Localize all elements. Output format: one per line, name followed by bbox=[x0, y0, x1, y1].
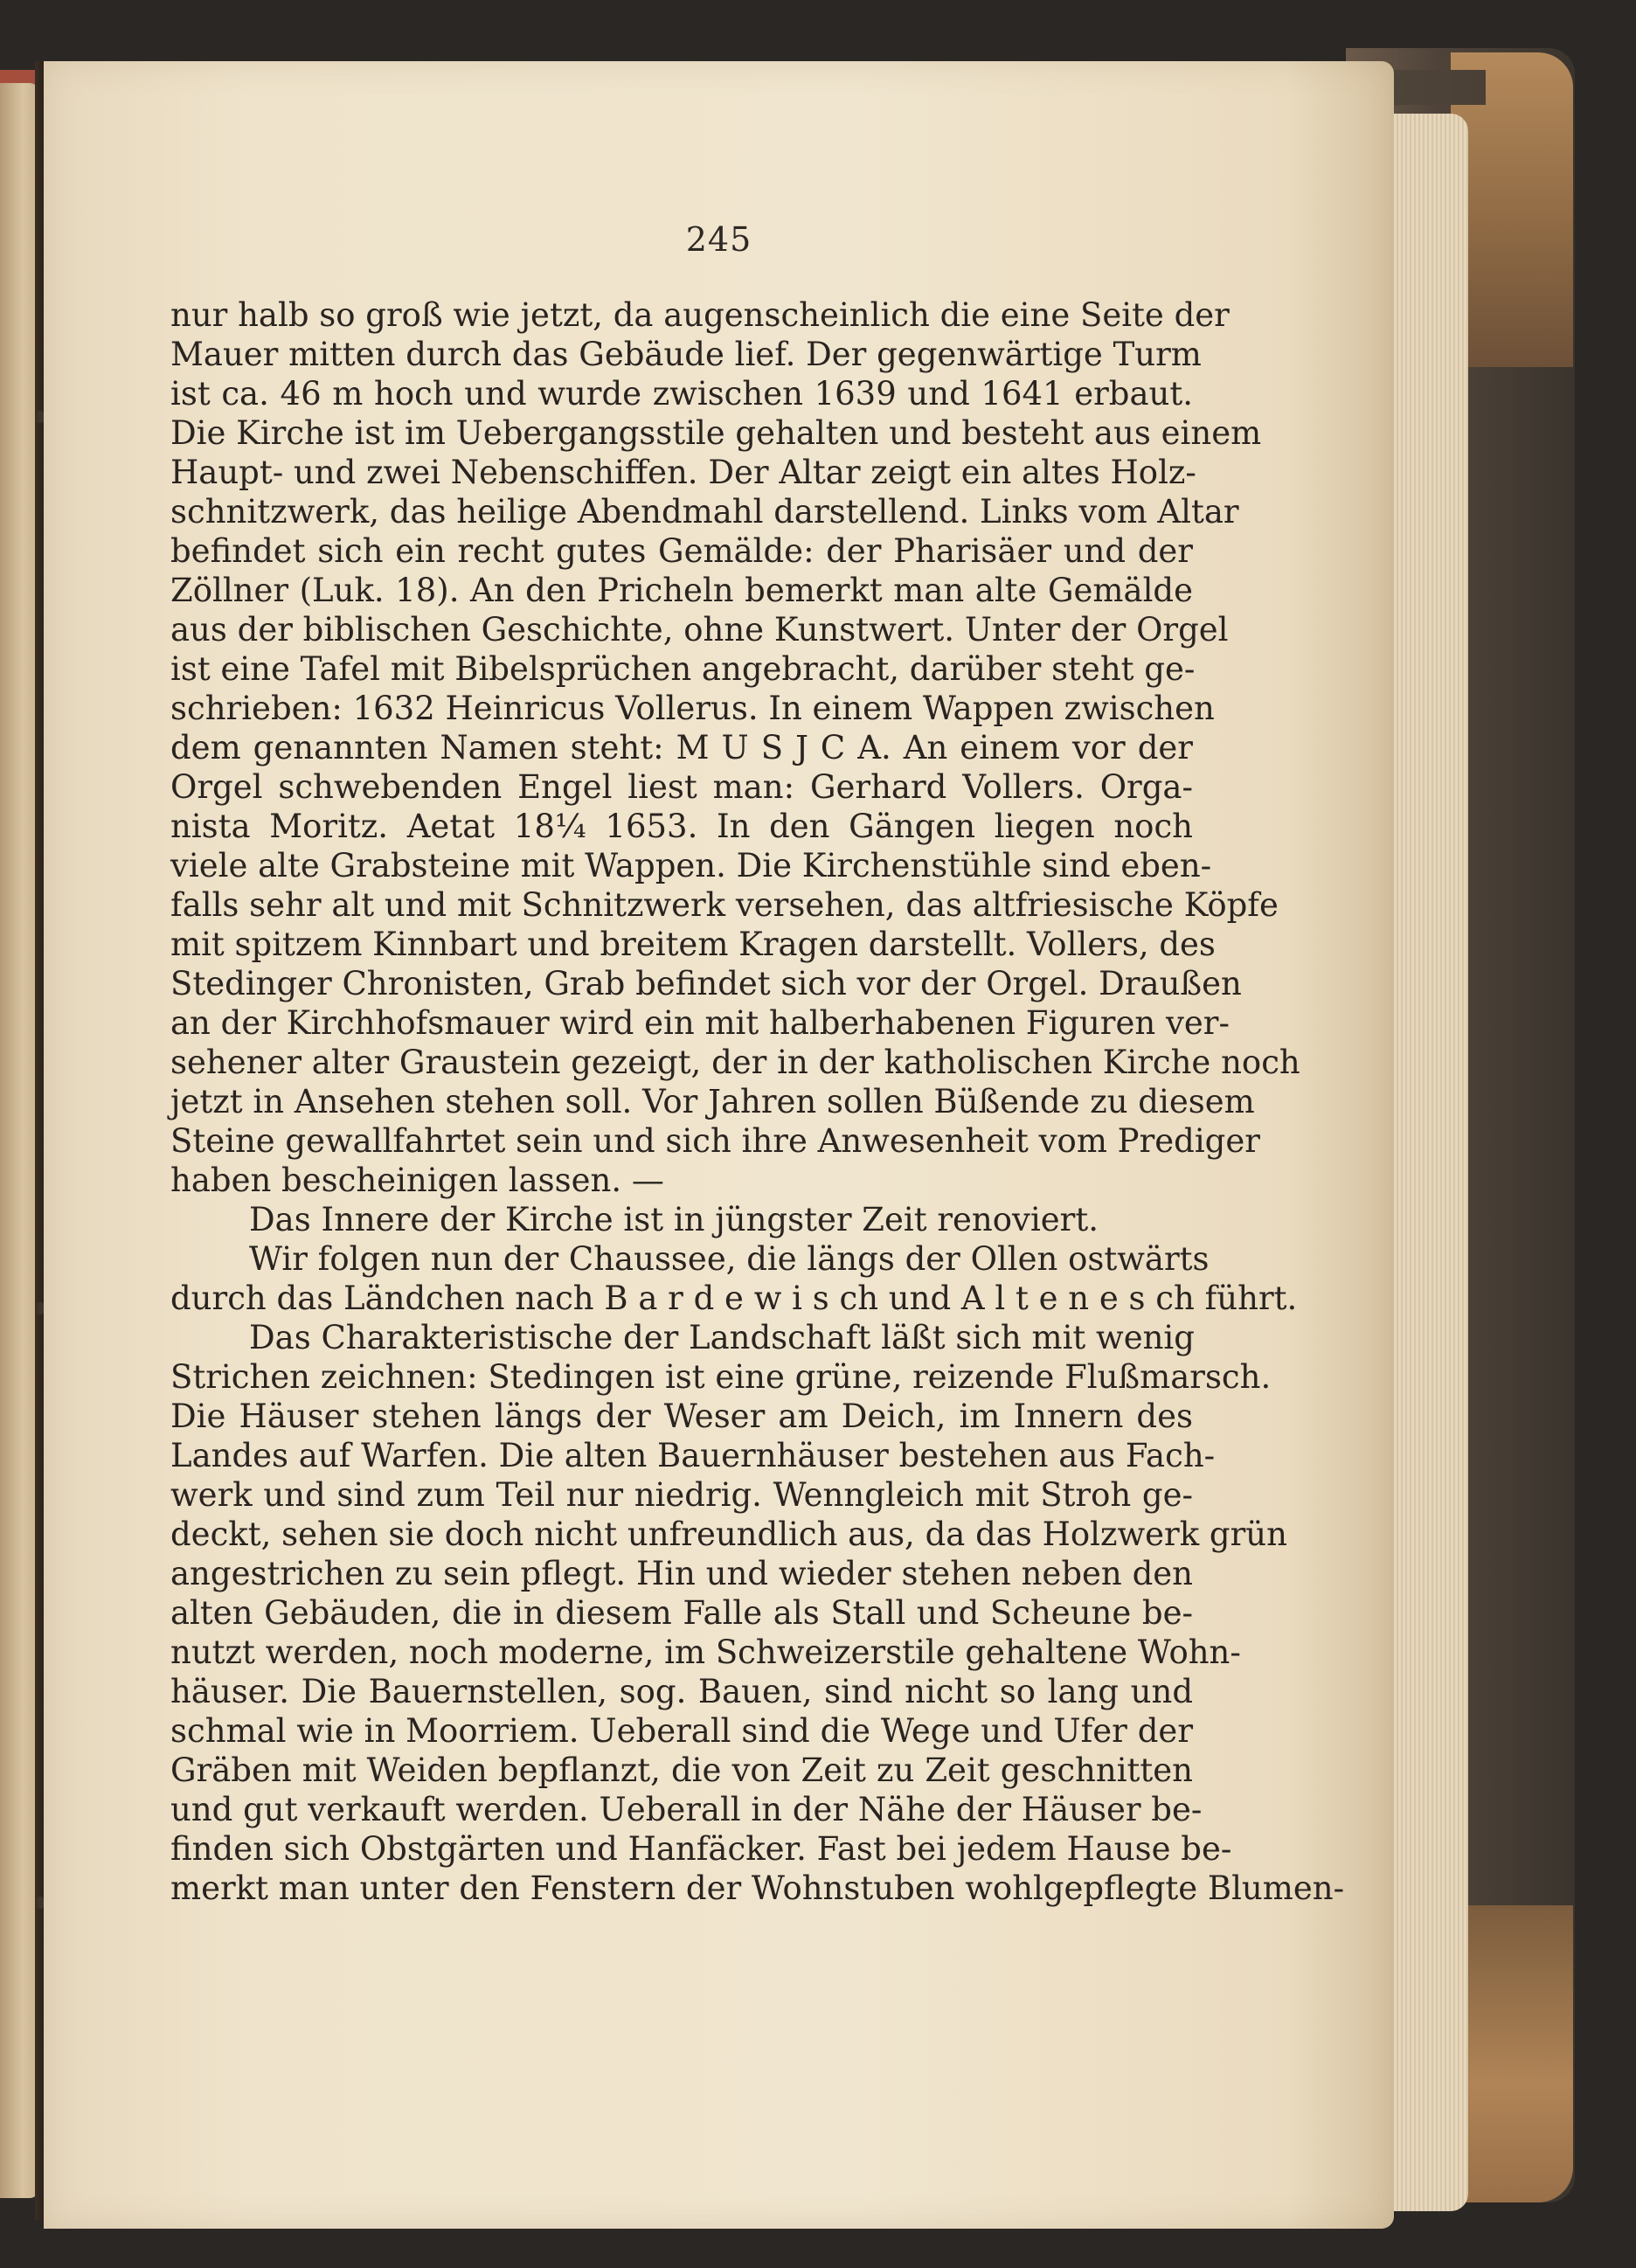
text-line: haben bescheinigen lassen. — bbox=[170, 1162, 664, 1199]
text-line: finden sich Obstgärten und Hanfäcker. Fast bei jedem Hause be- bbox=[170, 1830, 1232, 1868]
text-line: viele alte Grabsteine mit Wappen. Die Kirchenstühle sind eben- bbox=[170, 847, 1212, 884]
binding-mark bbox=[37, 411, 44, 423]
page-body-text bbox=[170, 295, 1345, 1908]
text-line: falls sehr alt und mit Schnitzwerk versehen, das altfriesische Köpfe bbox=[170, 886, 1279, 924]
text-line: merkt man unter den Fenstern der Wohnstuben wohlgepflegte Blumen- bbox=[170, 1869, 1345, 1907]
text-line: ist eine Tafel mit Bibelsprüchen angebracht, darüber steht ge- bbox=[170, 650, 1196, 688]
text-line: dem genannten Namen steht: M U S J C A. An einem vor der bbox=[170, 729, 1193, 766]
text-line: durch das Ländchen nach B a r d e w i s ch und A l t e n e s ch führt. bbox=[170, 1280, 1298, 1317]
text-line: schmal wie in Moorriem. Ueberall sind die Wege und Ufer der bbox=[170, 1712, 1193, 1750]
text-line: schrieben: 1632 Heinricus Vollerus. In einem Wappen zwischen bbox=[170, 690, 1215, 727]
text-line: befindet sich ein recht gutes Gemälde: der Pharisäer und der bbox=[170, 532, 1193, 570]
text-line: nista Moritz. Aetat 18¼ 1653. In den Gängen liegen noch bbox=[170, 808, 1193, 845]
text-line: deckt, sehen sie doch nicht unfreundlich aus, da das Holzwerk grün bbox=[170, 1515, 1287, 1553]
binding-mark bbox=[37, 1897, 44, 1909]
text-line: an der Kirchhofsmauer wird ein mit halberhabenen Figuren ver- bbox=[170, 1004, 1230, 1042]
text-line: ist ca. 46 m hoch und wurde zwischen 1639 und 1641 erbaut. bbox=[170, 375, 1193, 413]
text-line: Zöllner (Luk. 18). An den Pricheln bemerkt man alte Gemälde bbox=[170, 572, 1193, 609]
text-line: Orgel schwebenden Engel liest man: Gerhard Vollers. Orga- bbox=[170, 768, 1193, 806]
left-page-edge bbox=[0, 83, 38, 2198]
text-line: Strichen zeichnen: Stedingen ist eine grüne, reizende Flußmarsch. bbox=[170, 1358, 1272, 1396]
page-edges bbox=[1385, 114, 1468, 2211]
text-line: Die Häuser stehen längs der Weser am Deich, im Innern des bbox=[170, 1398, 1193, 1435]
text-line: nutzt werden, noch moderne, im Schweizerstile gehaltene Wohn- bbox=[170, 1633, 1241, 1671]
binding-mark bbox=[37, 1302, 44, 1314]
text-line: Stedinger Chronisten, Grab befindet sich vor der Orgel. Draußen bbox=[170, 965, 1242, 1002]
text-line: Mauer mitten durch das Gebäude lief. Der gegenwärtige Turm bbox=[170, 336, 1202, 373]
text-line: werk und sind zum Teil nur niedrig. Wenngleich mit Stroh ge- bbox=[170, 1476, 1193, 1514]
book-page bbox=[44, 61, 1394, 2229]
text-line: Gräben mit Weiden bepflanzt, die von Zeit zu Zeit geschnitten bbox=[170, 1751, 1193, 1789]
text-line: Steine gewallfahrtet sein und sich ihre Anwesenheit vom Prediger bbox=[170, 1122, 1260, 1160]
text-line: häuser. Die Bauernstellen, sog. Bauen, sind nicht so lang und bbox=[170, 1673, 1193, 1710]
text-line: und gut verkauft werden. Ueberall in der Nähe der Häuser be- bbox=[170, 1791, 1203, 1828]
text-line: sehener alter Graustein gezeigt, der in der katholischen Kirche noch bbox=[170, 1044, 1300, 1081]
text-line: jetzt in Ansehen stehen soll. Vor Jahren sollen Büßende zu diesem bbox=[170, 1083, 1255, 1120]
page-number: 245 bbox=[685, 220, 752, 259]
text-line: Die Kirche ist im Uebergangsstile gehalten und besteht aus einem bbox=[170, 414, 1262, 452]
text-line: Das Innere der Kirche ist in jüngster Zeit renoviert. bbox=[249, 1201, 1099, 1238]
text-line: Wir folgen nun der Chaussee, die längs der Ollen ostwärts bbox=[249, 1240, 1210, 1278]
text-line: aus der biblischen Geschichte, ohne Kunstwert. Unter der Orgel bbox=[170, 611, 1229, 648]
text-line: Das Charakteristische der Landschaft läßt sich mit wenig bbox=[249, 1319, 1195, 1356]
text-line: nur halb so groß wie jetzt, da augenscheinlich die eine Seite der bbox=[170, 296, 1230, 334]
text-line: mit spitzem Kinnbart und breitem Kragen darstellt. Vollers, des bbox=[170, 926, 1216, 963]
text-line: Haupt- und zwei Nebenschiffen. Der Altar zeigt ein altes Holz- bbox=[170, 454, 1196, 491]
text-line: schnitzwerk, das heilige Abendmahl darstellend. Links vom Altar bbox=[170, 493, 1239, 531]
text-line: alten Gebäuden, die in diesem Falle als Stall und Scheune be- bbox=[170, 1594, 1193, 1632]
text-line: Landes auf Warfen. Die alten Bauernhäuser bestehen aus Fach- bbox=[170, 1437, 1216, 1474]
text-line: angestrichen zu sein pflegt. Hin und wieder stehen neben den bbox=[170, 1555, 1193, 1592]
